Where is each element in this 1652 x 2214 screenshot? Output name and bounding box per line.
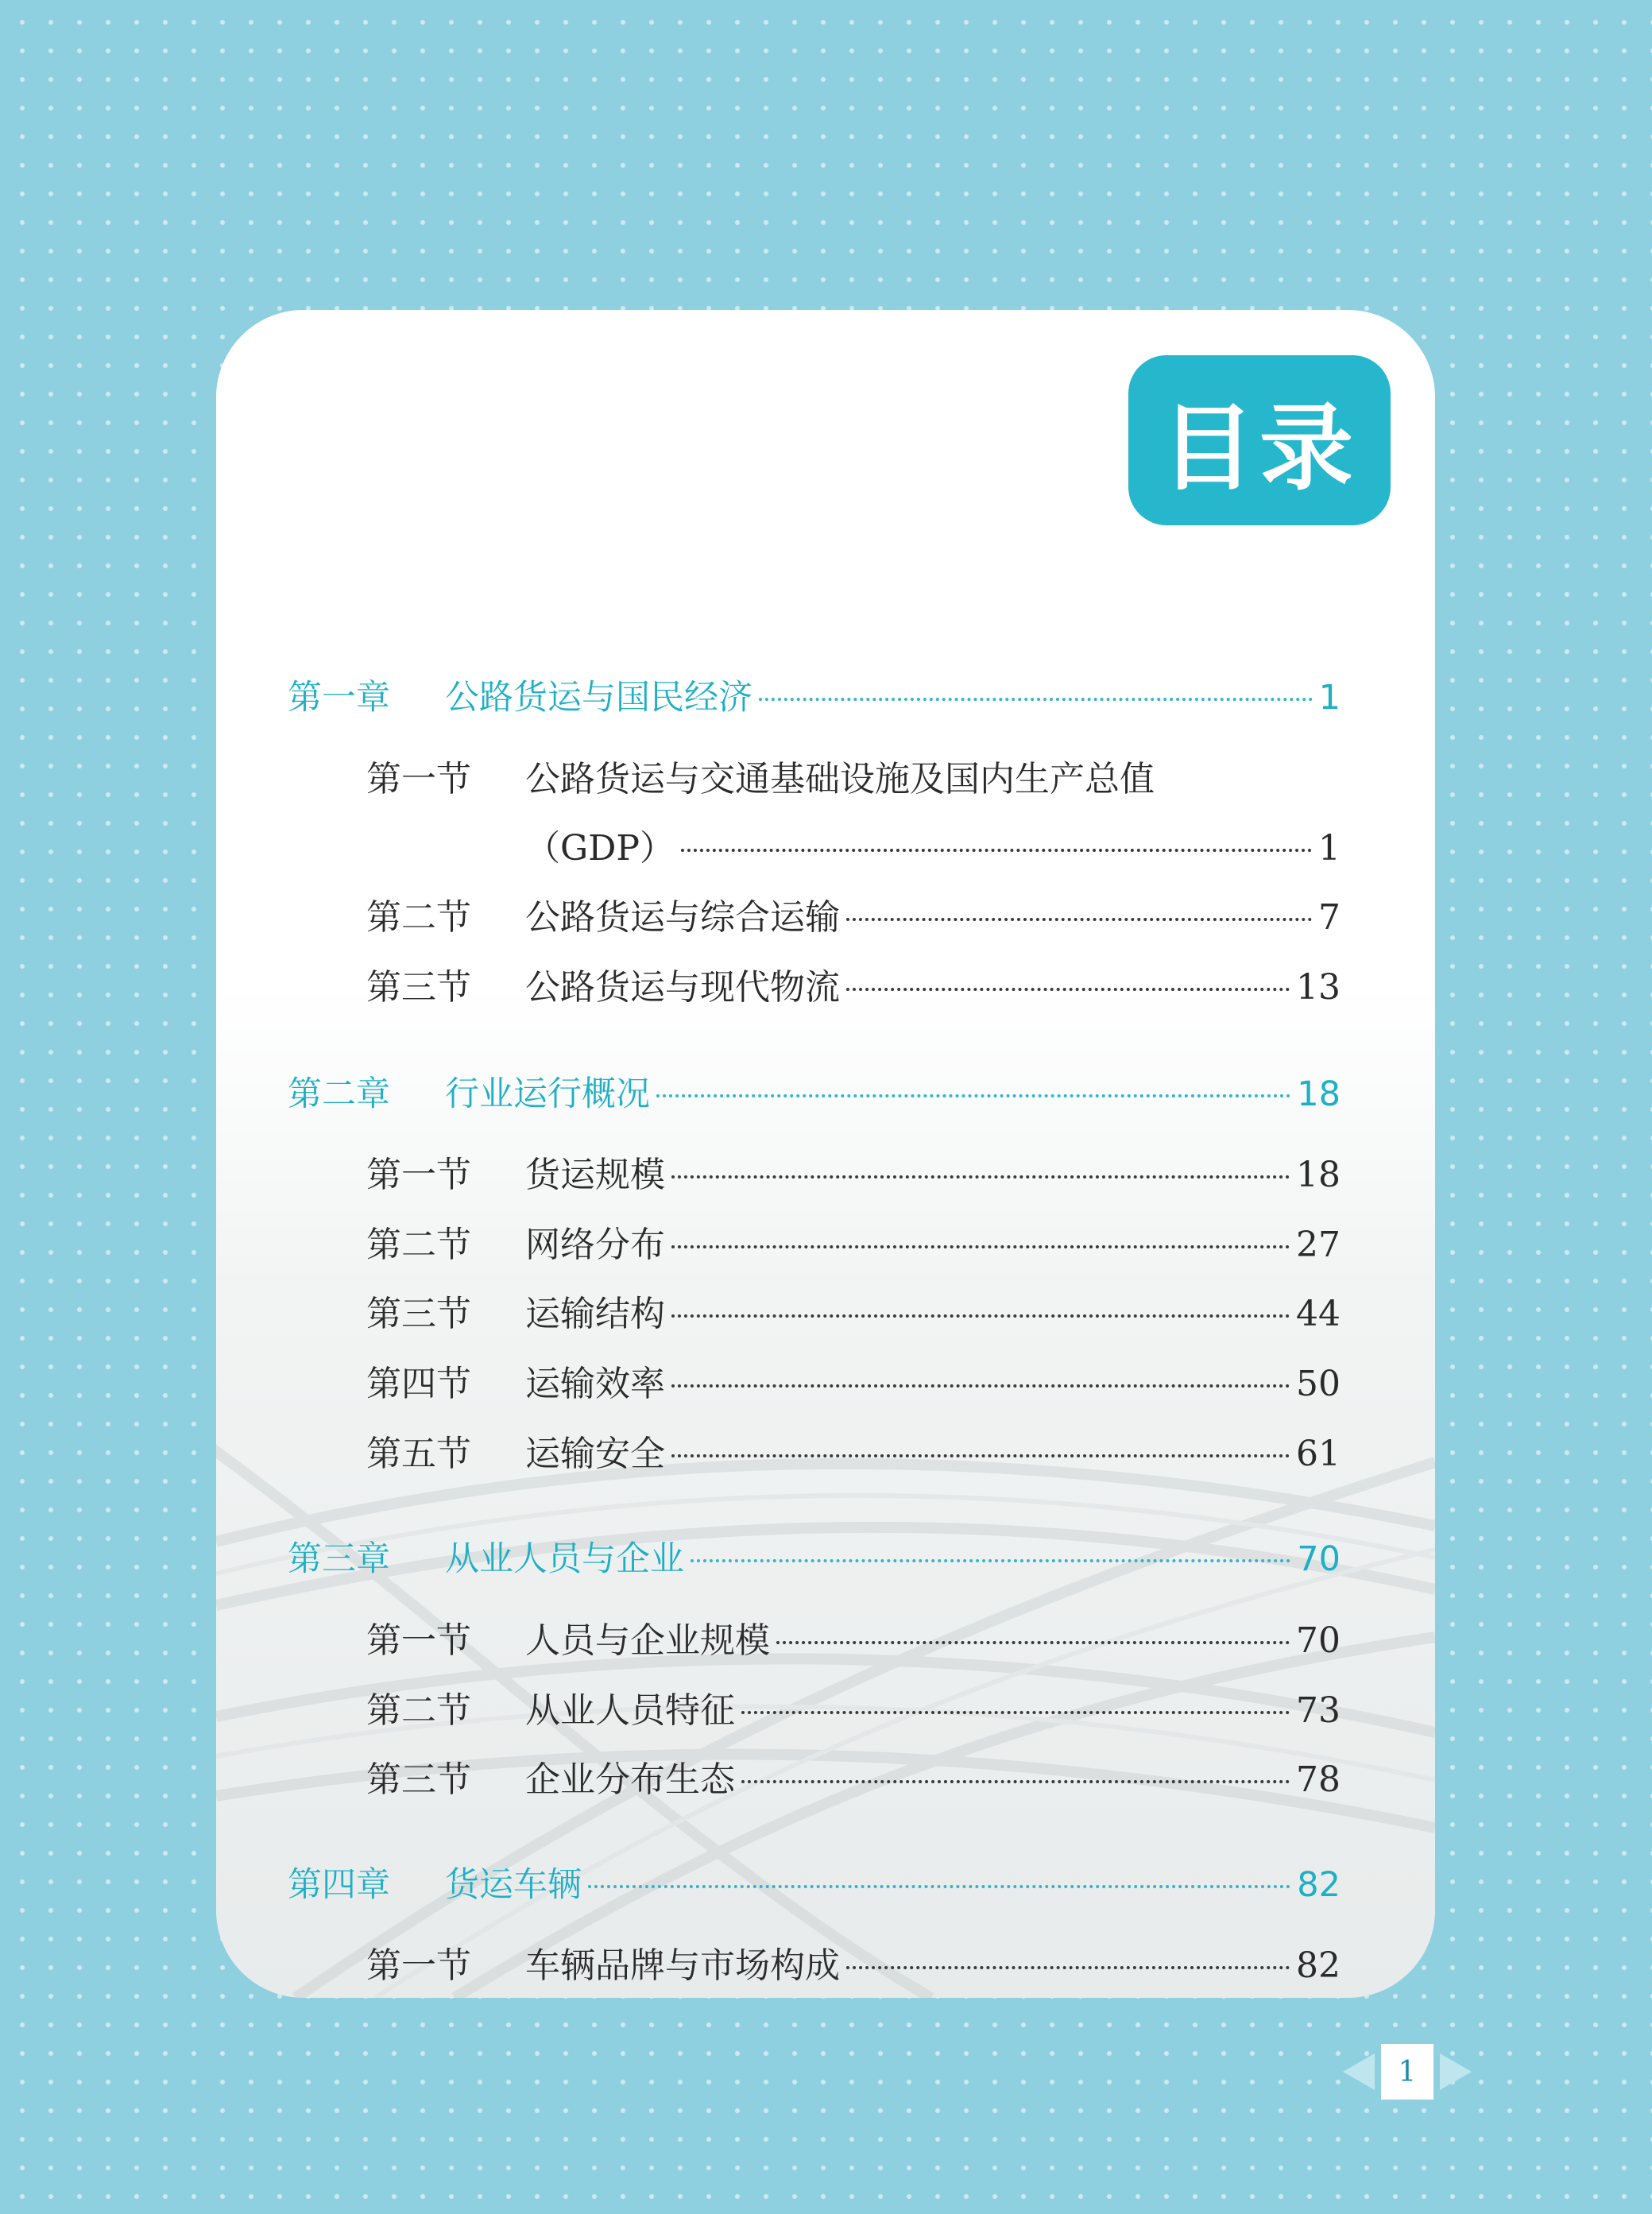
section-label: 第三节 (366, 1759, 471, 1800)
dot-leader (741, 1780, 1290, 1783)
section-label: 第三节 (366, 967, 471, 1008)
section-label: 第二节 (366, 897, 471, 938)
section-label: 第一节 (366, 1620, 471, 1661)
page-ref: 82 (1297, 1865, 1341, 1905)
dot-leader (671, 1175, 1290, 1179)
dot-leader (759, 698, 1313, 701)
chapter-label: 第三章 (288, 1539, 390, 1579)
chapter-title: 货运车辆 (445, 1865, 582, 1905)
dot-leader (691, 1559, 1290, 1562)
section-title: 运输结构 (525, 1294, 665, 1334)
chapter-title: 从业人员与企业 (445, 1539, 684, 1579)
toc-section-2-4[interactable] (366, 1355, 1341, 1406)
toc-section-1-2[interactable] (366, 888, 1341, 939)
dot-leader (671, 1314, 1290, 1318)
dot-leader (741, 1711, 1290, 1714)
toc-chapter-2[interactable] (288, 1067, 1341, 1116)
section-label: 第三节 (366, 1294, 471, 1334)
section-label: 第二节 (366, 1225, 471, 1265)
toc-section-3-1[interactable] (366, 1612, 1341, 1662)
page-ref: 1 (1318, 828, 1341, 869)
chapter-label: 第一章 (288, 678, 390, 718)
section-label: 第五节 (366, 1434, 471, 1474)
toc-chapter-1[interactable] (288, 671, 1341, 719)
section-label: 第一节 (366, 759, 471, 799)
chapter-label: 第二章 (288, 1074, 390, 1114)
toc-section-1-1-cont[interactable] (525, 819, 1341, 870)
dot-leader (846, 1966, 1290, 1969)
page-ref: 61 (1296, 1434, 1341, 1474)
section-title: 车辆品牌与市场构成 (525, 1945, 840, 1986)
toc-section-1-3[interactable] (366, 958, 1341, 1009)
page-ref: 78 (1296, 1759, 1341, 1800)
next-page-arrow-icon (1440, 2053, 1472, 2090)
dot-leader (846, 988, 1290, 991)
section-title: 公路货运与交通基础设施及国内生产总值 (525, 759, 1155, 799)
section-title: 公路货运与综合运输 (525, 897, 840, 938)
toc-section-2-1[interactable] (366, 1146, 1341, 1197)
chapter-label: 第四章 (288, 1865, 390, 1905)
toc-section-2-5[interactable] (366, 1425, 1341, 1476)
section-label: 第二节 (366, 1690, 471, 1731)
toc-chapter-4[interactable] (288, 1858, 1341, 1906)
section-label: 第一节 (366, 1945, 471, 1986)
page-ref: 13 (1296, 967, 1341, 1008)
page-ref: 70 (1296, 1620, 1341, 1661)
toc-section-3-2[interactable] (366, 1682, 1341, 1732)
page-ref: 70 (1297, 1539, 1341, 1579)
page-ref: 7 (1318, 897, 1341, 938)
section-title: 网络分布 (525, 1225, 665, 1265)
dot-leader (588, 1885, 1290, 1888)
page-ref: 18 (1296, 1155, 1341, 1195)
page-ref: 44 (1296, 1294, 1341, 1334)
chapter-title: 行业运行概况 (445, 1074, 650, 1114)
page-ref: 27 (1296, 1225, 1341, 1265)
page-ref: 73 (1296, 1690, 1341, 1731)
section-title: 从业人员特征 (525, 1690, 735, 1731)
dot-leader (846, 918, 1312, 921)
dot-leader (671, 1245, 1290, 1248)
toc-title-badge (1128, 355, 1391, 525)
page-number-box (1381, 2044, 1433, 2100)
section-title-continuation: （GDP） (525, 828, 675, 869)
toc-title: 目录 (1160, 393, 1358, 503)
toc-section-4-1[interactable] (366, 1937, 1341, 1988)
dot-leader (671, 1384, 1290, 1388)
toc-section-2-3[interactable] (366, 1285, 1341, 1336)
dot-leader (681, 849, 1312, 852)
page-ref: 1 (1318, 678, 1341, 718)
toc-section-1-1[interactable] (366, 750, 1341, 801)
page-ref: 82 (1296, 1945, 1341, 1986)
section-title: 运输效率 (525, 1364, 665, 1404)
prev-page-arrow-icon (1343, 2053, 1375, 2090)
chapter-title: 公路货运与国民经济 (445, 678, 752, 718)
dot-leader (671, 1454, 1290, 1457)
section-title: 人员与企业规模 (525, 1620, 770, 1661)
section-label: 第一节 (366, 1155, 471, 1195)
dot-leader (656, 1094, 1290, 1097)
section-title: 公路货运与现代物流 (525, 967, 840, 1008)
section-title: 企业分布生态 (525, 1759, 735, 1800)
toc-chapter-3[interactable] (288, 1532, 1341, 1581)
page-ref: 18 (1297, 1074, 1341, 1114)
section-label: 第四节 (366, 1364, 471, 1404)
page-number: 1 (1398, 2055, 1417, 2088)
toc-section-2-2[interactable] (366, 1216, 1341, 1267)
page-ref: 50 (1296, 1364, 1341, 1404)
dot-leader (776, 1641, 1290, 1644)
toc-section-3-3[interactable] (366, 1751, 1341, 1802)
section-title: 货运规模 (525, 1155, 665, 1195)
section-title: 运输安全 (525, 1434, 665, 1474)
